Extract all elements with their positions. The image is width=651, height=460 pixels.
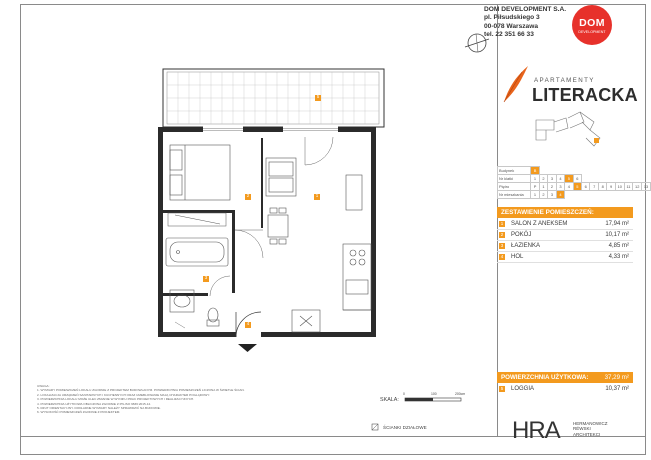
plan-label: 1 xyxy=(315,193,319,198)
level-cell: 9 xyxy=(607,183,615,191)
company-phone: tel. 22 351 66 33 xyxy=(484,31,534,39)
plan-label: 5 xyxy=(316,94,320,99)
architect-line: HERMANOWICZ xyxy=(573,421,608,426)
loggia-area xyxy=(163,69,384,127)
level-cell: 3 xyxy=(548,175,556,183)
room-name: HOL xyxy=(511,254,524,260)
level-cell: 2 xyxy=(539,175,547,183)
level-cell: 11 xyxy=(624,183,633,191)
company-info xyxy=(484,6,566,40)
room-row xyxy=(497,252,633,263)
architect-logo: HRA xyxy=(512,417,560,444)
company-street: pl. Piłsudskiego 3 xyxy=(484,14,540,22)
company-name: DOM DEVELOPMENT S.A. xyxy=(484,6,567,13)
room-number: 4 xyxy=(500,254,504,259)
note-line: UWAGA: xyxy=(37,384,50,388)
total-area-label: POWIERZCHNIA UŻYTKOWA: xyxy=(501,374,589,381)
toilet xyxy=(207,308,219,326)
room-row xyxy=(497,230,633,241)
rooms-title: ZESTAWIENIE POMIESZCZEŃ: xyxy=(497,207,633,218)
level-cell: 7 xyxy=(590,183,598,191)
note-line: 5. RZUT ORIENTACYJNY. DOKŁADNE WYMIARY NALEŻY SPRAWDZIĆ NA BUDOWIE. xyxy=(37,406,161,411)
scale-tick-200: 200cm xyxy=(455,392,466,396)
level-cell: 5 xyxy=(573,183,581,191)
level-cell: 2 xyxy=(548,183,556,191)
level-cell: 4 xyxy=(565,183,573,191)
level-cell: 1 xyxy=(531,191,540,199)
plan-label: 2 xyxy=(246,193,250,198)
bed xyxy=(170,145,230,200)
level-cell: 6 xyxy=(582,183,590,191)
brand-subtitle: APARTAMENTY xyxy=(534,77,595,84)
brand-title: LITERACKA xyxy=(532,85,638,105)
note-line: 1. WYMIARY POMIESZCZEŃ LOKALU ZGODNIE Z PROJEKTEM BUDOWLANYM. POWIERZCHNIA POMIESZCZEŃ LICZONA W ŚWIETLE ŚCIAN. xyxy=(37,388,245,393)
room-area: 10,37 m² xyxy=(605,386,629,392)
level-row xyxy=(498,175,651,183)
level-cell: 5 xyxy=(565,175,573,183)
level-cell: 6 xyxy=(573,175,581,183)
room-area: 17,94 m² xyxy=(605,221,629,227)
level-cell: 10 xyxy=(615,183,624,191)
room-area: 4,33 m² xyxy=(608,254,629,260)
level-cell: 1 xyxy=(531,175,540,183)
dining-table xyxy=(268,208,288,244)
note-line: 3. POWIERZCHNIA LOKALU MOŻE ULEC ZMIANIE W WYNIKU PRAC PROJEKTOWYCH I REALIZACYJNYCH. xyxy=(37,397,195,402)
sofa xyxy=(266,158,296,196)
room-number: 3 xyxy=(500,243,504,248)
level-cell: 4 xyxy=(556,191,564,199)
level-cell: 3 xyxy=(556,183,564,191)
level-row-label: Nr mieszkania xyxy=(498,191,531,199)
room-number: 5 xyxy=(500,386,504,391)
company-city: 00-078 Warszawa xyxy=(484,22,539,30)
level-row xyxy=(498,167,651,175)
scale-bar xyxy=(405,398,461,401)
bathtub xyxy=(166,238,228,266)
note-line: 4. POWIERZCHNIA UŻYTKOWA OBLICZONA ZGODNIE Z PN-ISO 9836:2015-12. xyxy=(37,401,152,406)
level-cell: 13 xyxy=(642,183,651,191)
room-area: 10,17 m² xyxy=(605,232,629,238)
total-area-value: 37,29 m² xyxy=(604,374,629,381)
level-row-label: Nr klatki xyxy=(498,175,531,183)
logo-dom: DOM xyxy=(579,17,605,29)
dom-development-logo xyxy=(572,5,612,45)
level-table xyxy=(497,166,651,199)
level-row xyxy=(498,183,651,191)
scale-tick-100: 100 xyxy=(431,392,437,396)
architect-name xyxy=(573,421,608,437)
level-cell: 4 xyxy=(556,175,564,183)
room-row xyxy=(497,241,633,252)
architect-line: ARCHITEKCI xyxy=(573,431,601,437)
plan-label: 3 xyxy=(204,275,208,280)
level-cell: 8 xyxy=(598,183,606,191)
level-cell: 12 xyxy=(633,183,642,191)
architect-line: RÉWSKI xyxy=(573,426,591,432)
armchair xyxy=(346,175,362,210)
room-row xyxy=(497,219,633,230)
key-plan xyxy=(524,108,614,158)
room-name: POKÓJ xyxy=(511,232,532,238)
level-cell: 1 xyxy=(539,183,547,191)
room-area: 4,85 m² xyxy=(608,243,629,249)
notes xyxy=(37,384,357,415)
level-cell: P xyxy=(531,183,540,191)
total-area-bar xyxy=(497,372,633,383)
level-cell: B xyxy=(531,167,540,175)
loggia-row xyxy=(497,384,633,395)
note-line: 2. LOKALIZACJA URZĄDZEŃ SANITARNYCH I KUCHENNYCH ORAZ UMEBLOWANIE MAJĄ CHARAKTER POGLĄDOWY. xyxy=(37,392,210,397)
wall-legend: ŚCIANKI DZIAŁOWE xyxy=(383,425,427,430)
entrance-arrow-icon xyxy=(238,344,257,352)
note-line: 6. WYSOKOŚĆ POMIESZCZEŃ ZGODNIE Z PROJEKTEM. xyxy=(37,410,121,415)
room-name: SALON Z ANEKSEM xyxy=(511,221,568,227)
level-cell: 3 xyxy=(548,191,556,199)
room-number: 1 xyxy=(500,221,504,226)
room-name: ŁAZIENKA xyxy=(511,243,541,249)
kitchen-counter xyxy=(292,244,371,332)
level-row-label: Budynek xyxy=(498,167,531,175)
level-cell: 2 xyxy=(539,191,547,199)
feather-icon xyxy=(500,64,530,104)
scale-label: SKALA: xyxy=(380,397,399,403)
plan-label: 4 xyxy=(246,321,250,326)
wardrobe xyxy=(168,213,226,226)
level-row-label: Piętro xyxy=(498,183,531,191)
level-row xyxy=(498,191,651,199)
room-number: 2 xyxy=(500,232,504,237)
scale-tick-0: 0 xyxy=(403,392,405,396)
logo-development: DEVELOPMENT xyxy=(578,30,606,34)
room-name: LOGGIA xyxy=(511,386,535,392)
